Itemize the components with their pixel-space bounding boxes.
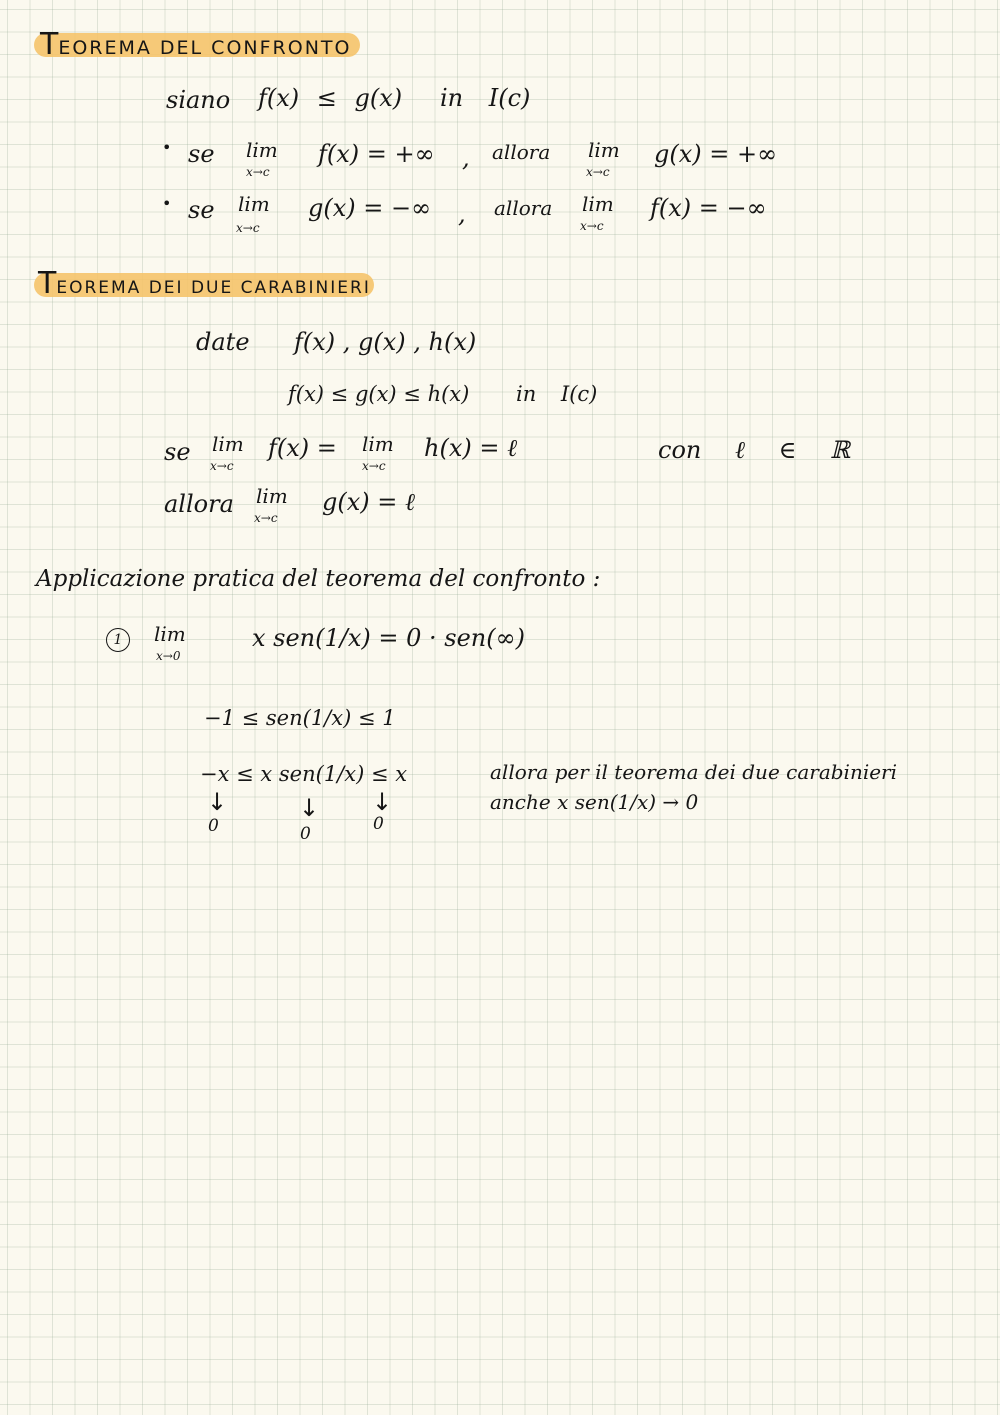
bullet-2: • — [162, 194, 172, 213]
case2-comma: , — [458, 200, 466, 228]
case1-expr: f(x) = +∞ — [318, 140, 435, 168]
case1-result: g(x) = +∞ — [654, 140, 778, 168]
lim3: lim — [256, 484, 288, 508]
down-arrow-icon: ↓ — [372, 788, 393, 816]
case2-lim2-sub: x→c — [580, 219, 604, 233]
case2-lim: lim — [238, 192, 270, 216]
lim3-expr: g(x) = ℓ — [322, 488, 415, 516]
conclusion-line-1: allora per il teorema dei due carabinieri — [490, 760, 898, 784]
title-initial: T — [40, 27, 59, 62]
conclusion-line-2: anche x sen(1/x) → 0 — [490, 790, 699, 814]
hypothesis-domain: in I(c) — [440, 84, 531, 112]
applicazione-heading: Applicazione pratica del teorema del confronto : — [36, 566, 601, 592]
example-number: 1 — [106, 628, 130, 652]
given-word: date — [196, 328, 250, 356]
example-expr: x sen(1/x) = 0 · sen(∞) — [252, 624, 525, 652]
limit-zero-right: 0 — [373, 814, 384, 834]
case1-allora: allora — [492, 140, 551, 164]
case2-lim2: lim — [582, 192, 614, 216]
inequality-domain: in I(c) — [516, 382, 598, 406]
case1-se: se — [188, 140, 215, 168]
inequality: f(x) ≤ g(x) ≤ h(x) — [288, 382, 470, 406]
lim2: lim — [362, 432, 394, 456]
case2-lim-sub: x→c — [236, 221, 260, 235]
case1-lim2: lim — [588, 138, 620, 162]
example-lim-sub: x→0 — [156, 649, 181, 663]
case1-lim2-sub: x→c — [586, 165, 610, 179]
case1-comma: , — [462, 144, 470, 172]
lim3-sub: x→c — [254, 511, 278, 525]
down-arrow-icon: ↓ — [299, 794, 320, 822]
lim1-sub: x→c — [210, 459, 234, 473]
hypothesis-word: siano — [166, 86, 231, 114]
case2-allora: allora — [494, 196, 553, 220]
se-word: se — [164, 438, 191, 466]
title-rest: EOREMA DEL CONFRONTO — [58, 37, 352, 59]
hypothesis-expr: f(x) ≤ g(x) — [258, 84, 403, 112]
title-initial: T — [38, 266, 57, 301]
down-arrow-icon: ↓ — [207, 788, 228, 816]
title-rest: EOREMA DEI DUE CARABINIERI — [56, 278, 371, 298]
lim2-sub: x→c — [362, 459, 386, 473]
condition: con ℓ ∈ ℝ — [658, 436, 850, 464]
lim2-expr: h(x) = ℓ — [424, 434, 518, 462]
case2-se: se — [188, 196, 215, 224]
limit-zero-middle: 0 — [300, 824, 311, 844]
allora-word: allora — [164, 490, 234, 518]
section-title-carabinieri — [38, 266, 371, 301]
example-lim: lim — [154, 622, 186, 646]
bullet-1: • — [162, 138, 172, 157]
lim1: lim — [212, 432, 244, 456]
case1-lim: lim — [246, 138, 278, 162]
lim1-expr: f(x) = — [268, 434, 337, 462]
case2-result: f(x) = −∞ — [650, 194, 767, 222]
limit-zero-left: 0 — [208, 816, 219, 836]
case2-expr: g(x) = −∞ — [308, 194, 432, 222]
bound-line: −1 ≤ sen(1/x) ≤ 1 — [204, 706, 396, 730]
squeeze-line: −x ≤ x sen(1/x) ≤ x — [200, 762, 408, 786]
given-expr: f(x) , g(x) , h(x) — [294, 328, 477, 356]
section-title-confronto — [40, 27, 351, 62]
case1-lim-sub: x→c — [246, 165, 270, 179]
